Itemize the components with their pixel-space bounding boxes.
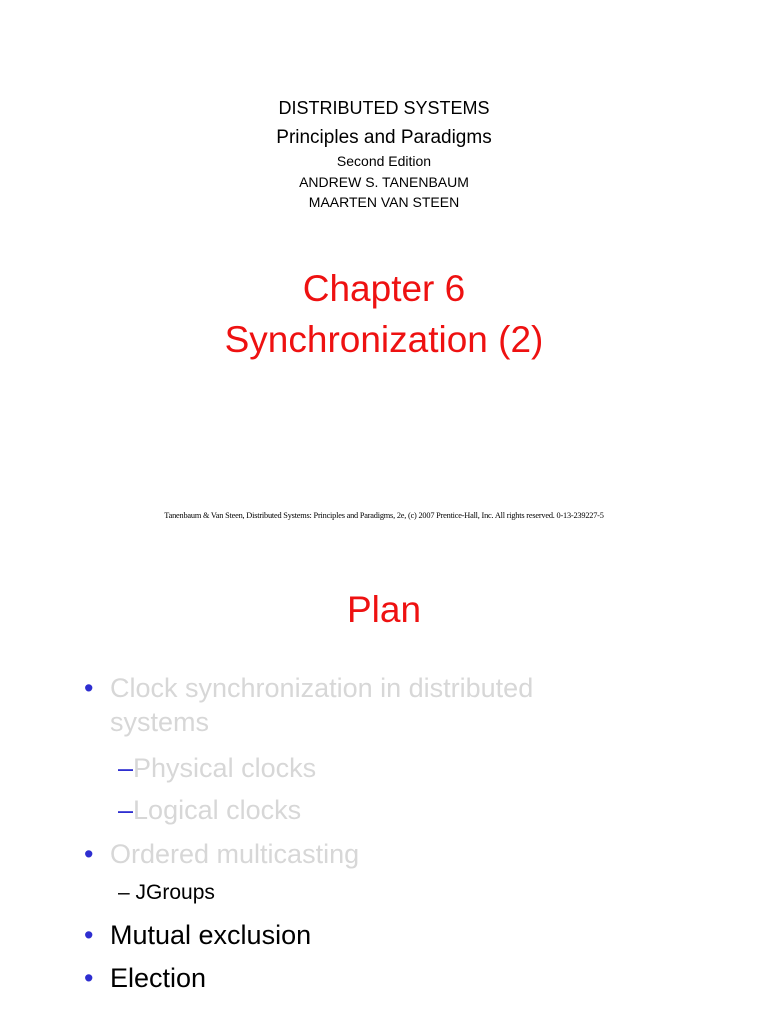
- list-item-text: Clock synchronization in distributed: [110, 673, 534, 703]
- dash-icon: –: [118, 795, 134, 825]
- book-title: DISTRIBUTED SYSTEMS: [278, 98, 490, 118]
- list-item-text: systems: [110, 707, 210, 737]
- bullet-icon: •: [84, 920, 94, 950]
- chapter-title: Synchronization (2): [224, 319, 544, 360]
- list-item: [84, 961, 206, 995]
- list-item: [84, 837, 359, 871]
- list-item: [118, 880, 215, 906]
- list-item: [84, 918, 311, 952]
- dash-icon: –: [118, 881, 130, 904]
- chapter-number: Chapter 6: [302, 268, 466, 309]
- bullet-icon: •: [84, 839, 94, 869]
- list-item: [84, 671, 533, 739]
- list-item-text: Ordered multicasting: [110, 839, 360, 869]
- list-item-text: JGroups: [135, 881, 215, 904]
- dash-icon: –: [118, 753, 134, 783]
- list-item-text: Physical clocks: [133, 753, 317, 783]
- author-tanenbaum: ANDREW S. TANENBAUM: [299, 174, 469, 190]
- plan-slide: [0, 560, 768, 1024]
- author-van-steen: MAARTEN VAN STEEN: [308, 194, 460, 210]
- bullet-icon: •: [84, 673, 94, 703]
- bullet-icon: •: [84, 963, 94, 993]
- list-item: [118, 751, 316, 785]
- plan-bullet-list: [0, 560, 768, 1024]
- list-item-text: Mutual exclusion: [110, 920, 312, 950]
- edition-label: Second Edition: [336, 153, 432, 169]
- list-item-text: Election: [110, 963, 207, 993]
- list-item-text: Logical clocks: [133, 795, 302, 825]
- plan-title: Plan: [346, 589, 422, 630]
- list-item: [118, 793, 301, 827]
- book-subtitle: Principles and Paradigms: [276, 127, 492, 148]
- copyright-notice: Tanenbaum & Van Steen, Distributed Systems: Principles and Paradigms, 2e, (c) 2007 Prentice-Hall, Inc. All rights reserved. 0-13-239227-5: [164, 511, 604, 520]
